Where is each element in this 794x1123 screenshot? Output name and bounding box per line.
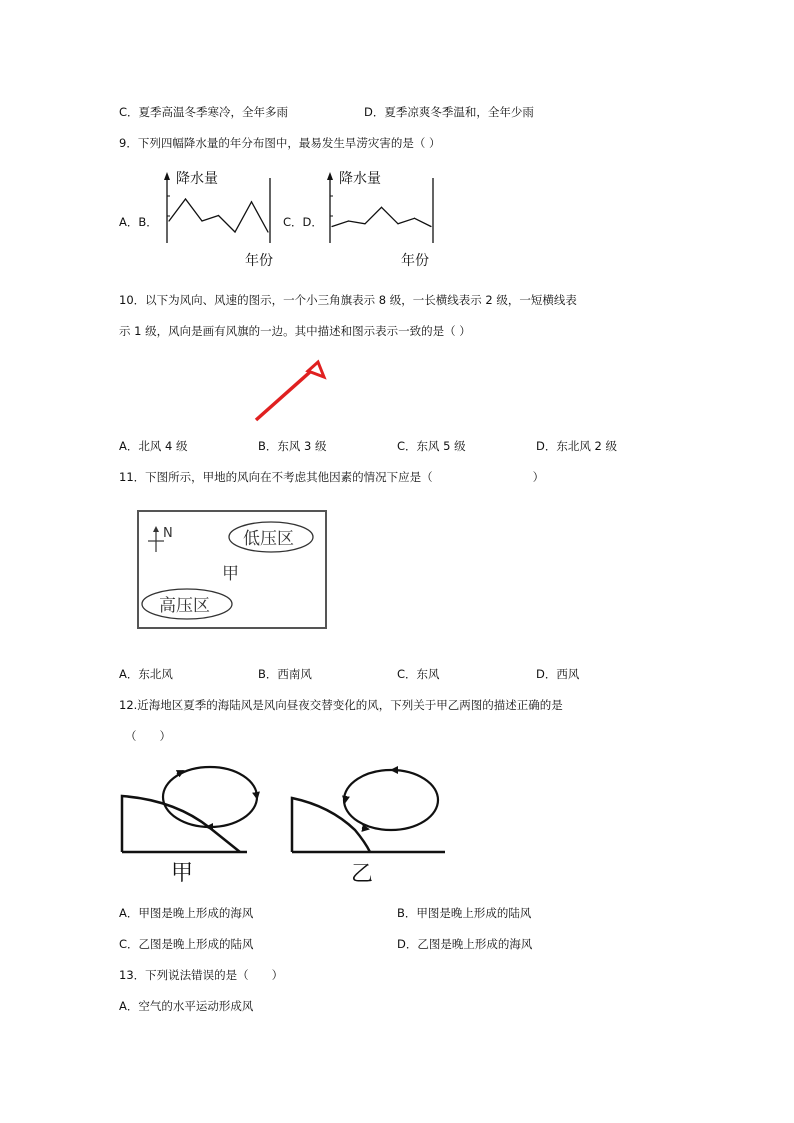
q10-option-c: C．东风 5 级 xyxy=(397,439,466,453)
chart2-point-2 xyxy=(348,220,349,221)
q12-option-c: C．乙图是晚上形成的陆风 xyxy=(119,937,254,951)
fig-yi-label: 乙 xyxy=(351,862,374,887)
chart2-ylabel: 降水量 xyxy=(339,171,381,187)
chart2-xlabel: 年份 xyxy=(401,253,429,269)
q9-label-cd: C．D． xyxy=(283,215,323,229)
q11-stem xyxy=(119,469,544,485)
q11-option-d: D．西风 xyxy=(536,667,580,681)
q13-stem: 13．下列说法错误的是（ ） xyxy=(119,968,284,982)
q12-stem-line2: （ ） xyxy=(125,729,171,743)
q12-option-b: B．甲图是晚上形成的陆风 xyxy=(397,906,532,920)
q11-option-b: B．西南风 xyxy=(258,667,312,681)
chart1-point-3 xyxy=(201,220,202,221)
chart1-y-arrow xyxy=(164,172,170,180)
q12-stem-line1: 12.近海地区夏季的海陆风是风向昼夜交替变化的风，下列关于甲乙两图的描述正确的是 xyxy=(119,698,563,712)
chart1-point-2 xyxy=(185,198,186,199)
figure-yi xyxy=(292,770,445,887)
chart1-point-5 xyxy=(234,231,235,232)
fig-jia-label: 甲 xyxy=(171,861,194,886)
jia-arrow-right xyxy=(256,792,257,798)
chart2-y-arrow xyxy=(327,172,333,180)
chart1-point-4 xyxy=(218,215,219,216)
yi-arrow-left xyxy=(345,796,346,802)
wind-pennant xyxy=(308,362,324,377)
q11-option-c: C．东风 xyxy=(397,667,440,681)
q12-option-d: D．乙图是晚上形成的海风 xyxy=(397,937,533,951)
q12-option-a: A．甲图是晚上形成的海风 xyxy=(119,906,254,920)
q9-stem: 9．下列四幅降水量的年分布图中，最易发生旱涝灾害的是（ ） xyxy=(119,136,441,150)
yi-land-shape xyxy=(292,798,370,852)
q8-option-d: D．夏季凉爽冬季温和，全年少雨 xyxy=(364,105,534,119)
north-arrow-head xyxy=(153,526,159,532)
sea-land-breeze-figure xyxy=(115,760,455,890)
chart2-point-3 xyxy=(364,223,365,224)
rainfall-chart-1 xyxy=(160,168,285,273)
q10-option-d: D．东北风 2 级 xyxy=(536,439,617,453)
jia-land-shape xyxy=(122,796,240,852)
chart2-point-5 xyxy=(397,223,398,224)
high-pressure-label: 高压区 xyxy=(159,596,210,616)
yi-arrow-bottom xyxy=(362,828,368,829)
chart1-ylabel: 降水量 xyxy=(176,171,218,187)
jia-circulation-ellipse xyxy=(163,767,257,827)
yi-circulation-ellipse xyxy=(344,770,438,830)
q10-option-a: A．北风 4 级 xyxy=(119,439,188,453)
pressure-map xyxy=(137,510,327,629)
place-jia-label: 甲 xyxy=(222,564,239,584)
q10-option-b: B．东风 3 级 xyxy=(258,439,327,453)
wind-symbol-figure xyxy=(250,358,330,428)
q10-stem-line2: 示 1 级，风向是画有风旗的一边。其中描述和图示表示一致的是（ ） xyxy=(119,324,471,338)
low-pressure-label: 低压区 xyxy=(243,529,294,549)
chart1-xlabel: 年份 xyxy=(245,253,273,269)
rainfall-chart-2 xyxy=(323,168,448,273)
chart2-point-1 xyxy=(331,226,332,227)
q13-option-a: A．空气的水平运动形成风 xyxy=(119,999,254,1013)
q9-label-ab: A．B． xyxy=(119,215,158,229)
chart2-point-4 xyxy=(381,207,382,208)
chart1-point-6 xyxy=(251,201,252,202)
q11-stem-text: 11．下图所示，甲地的风向在不考虑其他因素的情况下应是（ xyxy=(119,470,433,484)
chart2-rainfall-line xyxy=(332,207,431,226)
q11-option-a: A．东北风 xyxy=(119,667,173,681)
north-label: N xyxy=(163,526,173,541)
q11-stem-close: ） xyxy=(532,470,545,484)
chart2-point-6 xyxy=(414,218,415,219)
wind-shaft xyxy=(256,372,310,420)
chart1-point-1 xyxy=(168,220,169,221)
q8-option-c: C．夏季高温冬季寒冷，全年多雨 xyxy=(119,105,289,119)
chart2-point-7 xyxy=(430,226,431,227)
chart1-point-7 xyxy=(267,231,268,232)
figure-jia xyxy=(122,767,257,886)
q10-stem-line1: 10．以下为风向、风速的图示，一个小三角旗表示 8 级，一长横线表示 2 级，一短横线表 xyxy=(119,293,577,307)
